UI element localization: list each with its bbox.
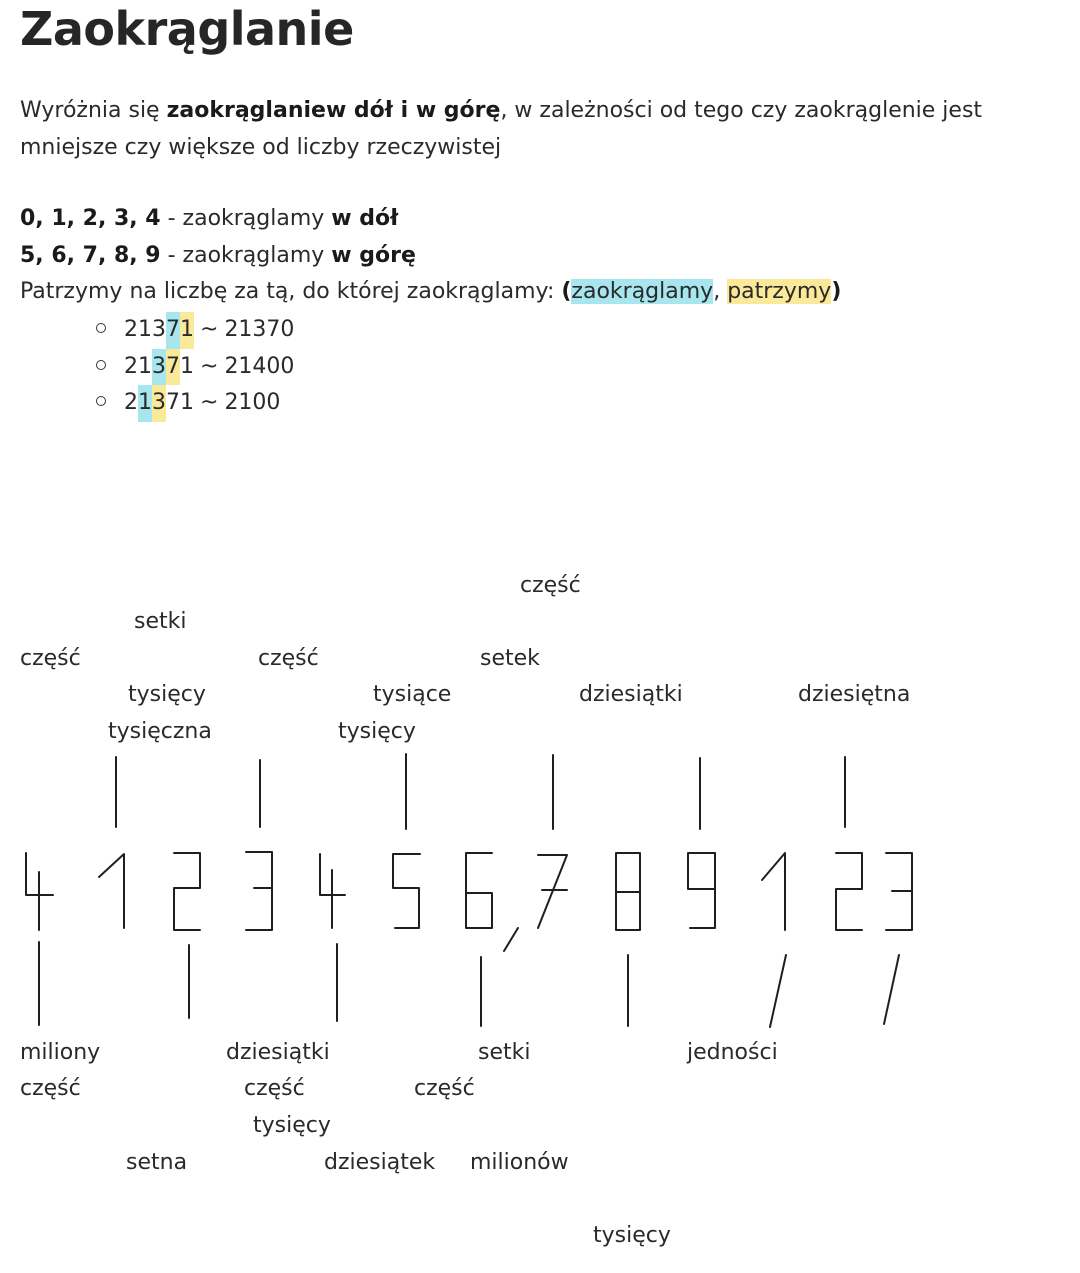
look-close-paren: ) [831, 279, 842, 304]
bottom-pointer-lines [39, 942, 899, 1027]
digit-4-second [320, 854, 345, 928]
label-setna: setna [126, 1150, 188, 1175]
label-czesc-bottom-left: część [20, 1076, 81, 1101]
intro-text-2: , w zależności od tego czy zaokrąglenie jest mniejsze czy większe od liczby rzeczywistej [20, 98, 983, 160]
label-tysieczna: tysięczna [108, 719, 212, 744]
example-digit: 1 [180, 353, 194, 379]
look-open-paren: ( [561, 279, 572, 304]
example-digit: 2 [124, 390, 138, 415]
label-jednosci: jedności [687, 1040, 778, 1065]
digit-1-first [99, 854, 124, 928]
look-line-text: Patrzymy na liczbę za tą, do której zaokrąglamy: [20, 279, 562, 304]
label-setek: setek [480, 646, 540, 671]
digit-6 [466, 853, 492, 928]
label-czesc-bottom-right: część [414, 1076, 475, 1101]
example-digit: 7 [166, 312, 180, 349]
example-digit: 1 [138, 385, 152, 422]
label-czesc-top: część [520, 573, 581, 598]
label-tysiecy-3: tysięcy [253, 1113, 331, 1138]
digit-2-second [836, 853, 862, 930]
label-czesc-bottom-mid: część [244, 1076, 305, 1101]
digit-9 [688, 853, 715, 928]
example-digit: 2 [124, 353, 138, 379]
rule-up-direction: w górę [331, 243, 416, 268]
label-tysiecy-1: tysięcy [128, 682, 206, 707]
example-digit: 2 [124, 317, 138, 342]
rule-up-digits: 5, 6, 7, 8, 9 [20, 243, 161, 268]
rule-up-text: - zaokrąglamy [160, 243, 332, 268]
rule-down-direction: w dół [331, 206, 399, 231]
label-dziesiatek: dziesiątek [324, 1150, 436, 1175]
decimal-comma [504, 928, 518, 951]
label-setki-bottom: setki [478, 1040, 531, 1065]
label-tysiace: tysiące [373, 682, 452, 707]
label-tysiecy-4: tysięcy [593, 1223, 671, 1248]
look-highlight: patrzymy [727, 279, 832, 304]
digit-7 [538, 855, 567, 928]
example-1-tilde: ~ [200, 317, 219, 342]
example-digit: 1 [138, 317, 152, 342]
label-dziesietna: dziesiętna [798, 682, 911, 707]
label-miliony: miliony [20, 1040, 101, 1065]
look-comma: , [713, 279, 728, 304]
example-digit: 3 [152, 385, 166, 422]
rule-down-digits: 0, 1, 2, 3, 4 [20, 206, 161, 231]
example-3-tilde: ~ [200, 390, 219, 415]
label-czesc-mid: część [258, 646, 319, 671]
example-digit: 3 [152, 317, 166, 342]
label-dziesiatki-bottom: dziesiątki [226, 1040, 330, 1065]
digit-5 [393, 854, 420, 928]
example-digit: 3 [152, 349, 166, 386]
example-digit: 1 [180, 312, 194, 349]
digit-2-first [174, 853, 200, 930]
digit-3-first [246, 852, 272, 930]
label-dziesiatki-top: dziesiątki [579, 682, 683, 707]
digit-8 [616, 853, 640, 930]
intro-text-1: Wyróżnia się [20, 98, 167, 123]
intro-bold: zaokrąglaniew dół i w górę [166, 98, 501, 123]
example-digit: 1 [180, 390, 194, 415]
digit-3-second [886, 853, 912, 930]
example-digit: 7 [166, 390, 180, 415]
example-digit: 1 [138, 353, 152, 379]
label-setki-top: setki [134, 609, 187, 634]
rule-down-text: - zaokrąglamy [160, 206, 332, 231]
label-tysiecy-2: tysięcy [338, 719, 416, 744]
rounded-highlight: zaokrąglamy [571, 279, 714, 304]
example-2-tilde: ~ [200, 353, 219, 379]
digit-4-first [26, 853, 53, 930]
top-pointer-lines [116, 754, 845, 829]
example-digit: 7 [166, 349, 180, 386]
example-3-result: 2100 [224, 390, 281, 415]
digit-1-second [762, 853, 785, 930]
page-title: Zaokrąglanie [20, 2, 354, 56]
label-czesc-left: część [20, 646, 81, 671]
example-1-result: 21370 [224, 317, 295, 342]
label-milionow: milionów [470, 1150, 569, 1175]
example-2-result: 21400 [224, 353, 295, 379]
